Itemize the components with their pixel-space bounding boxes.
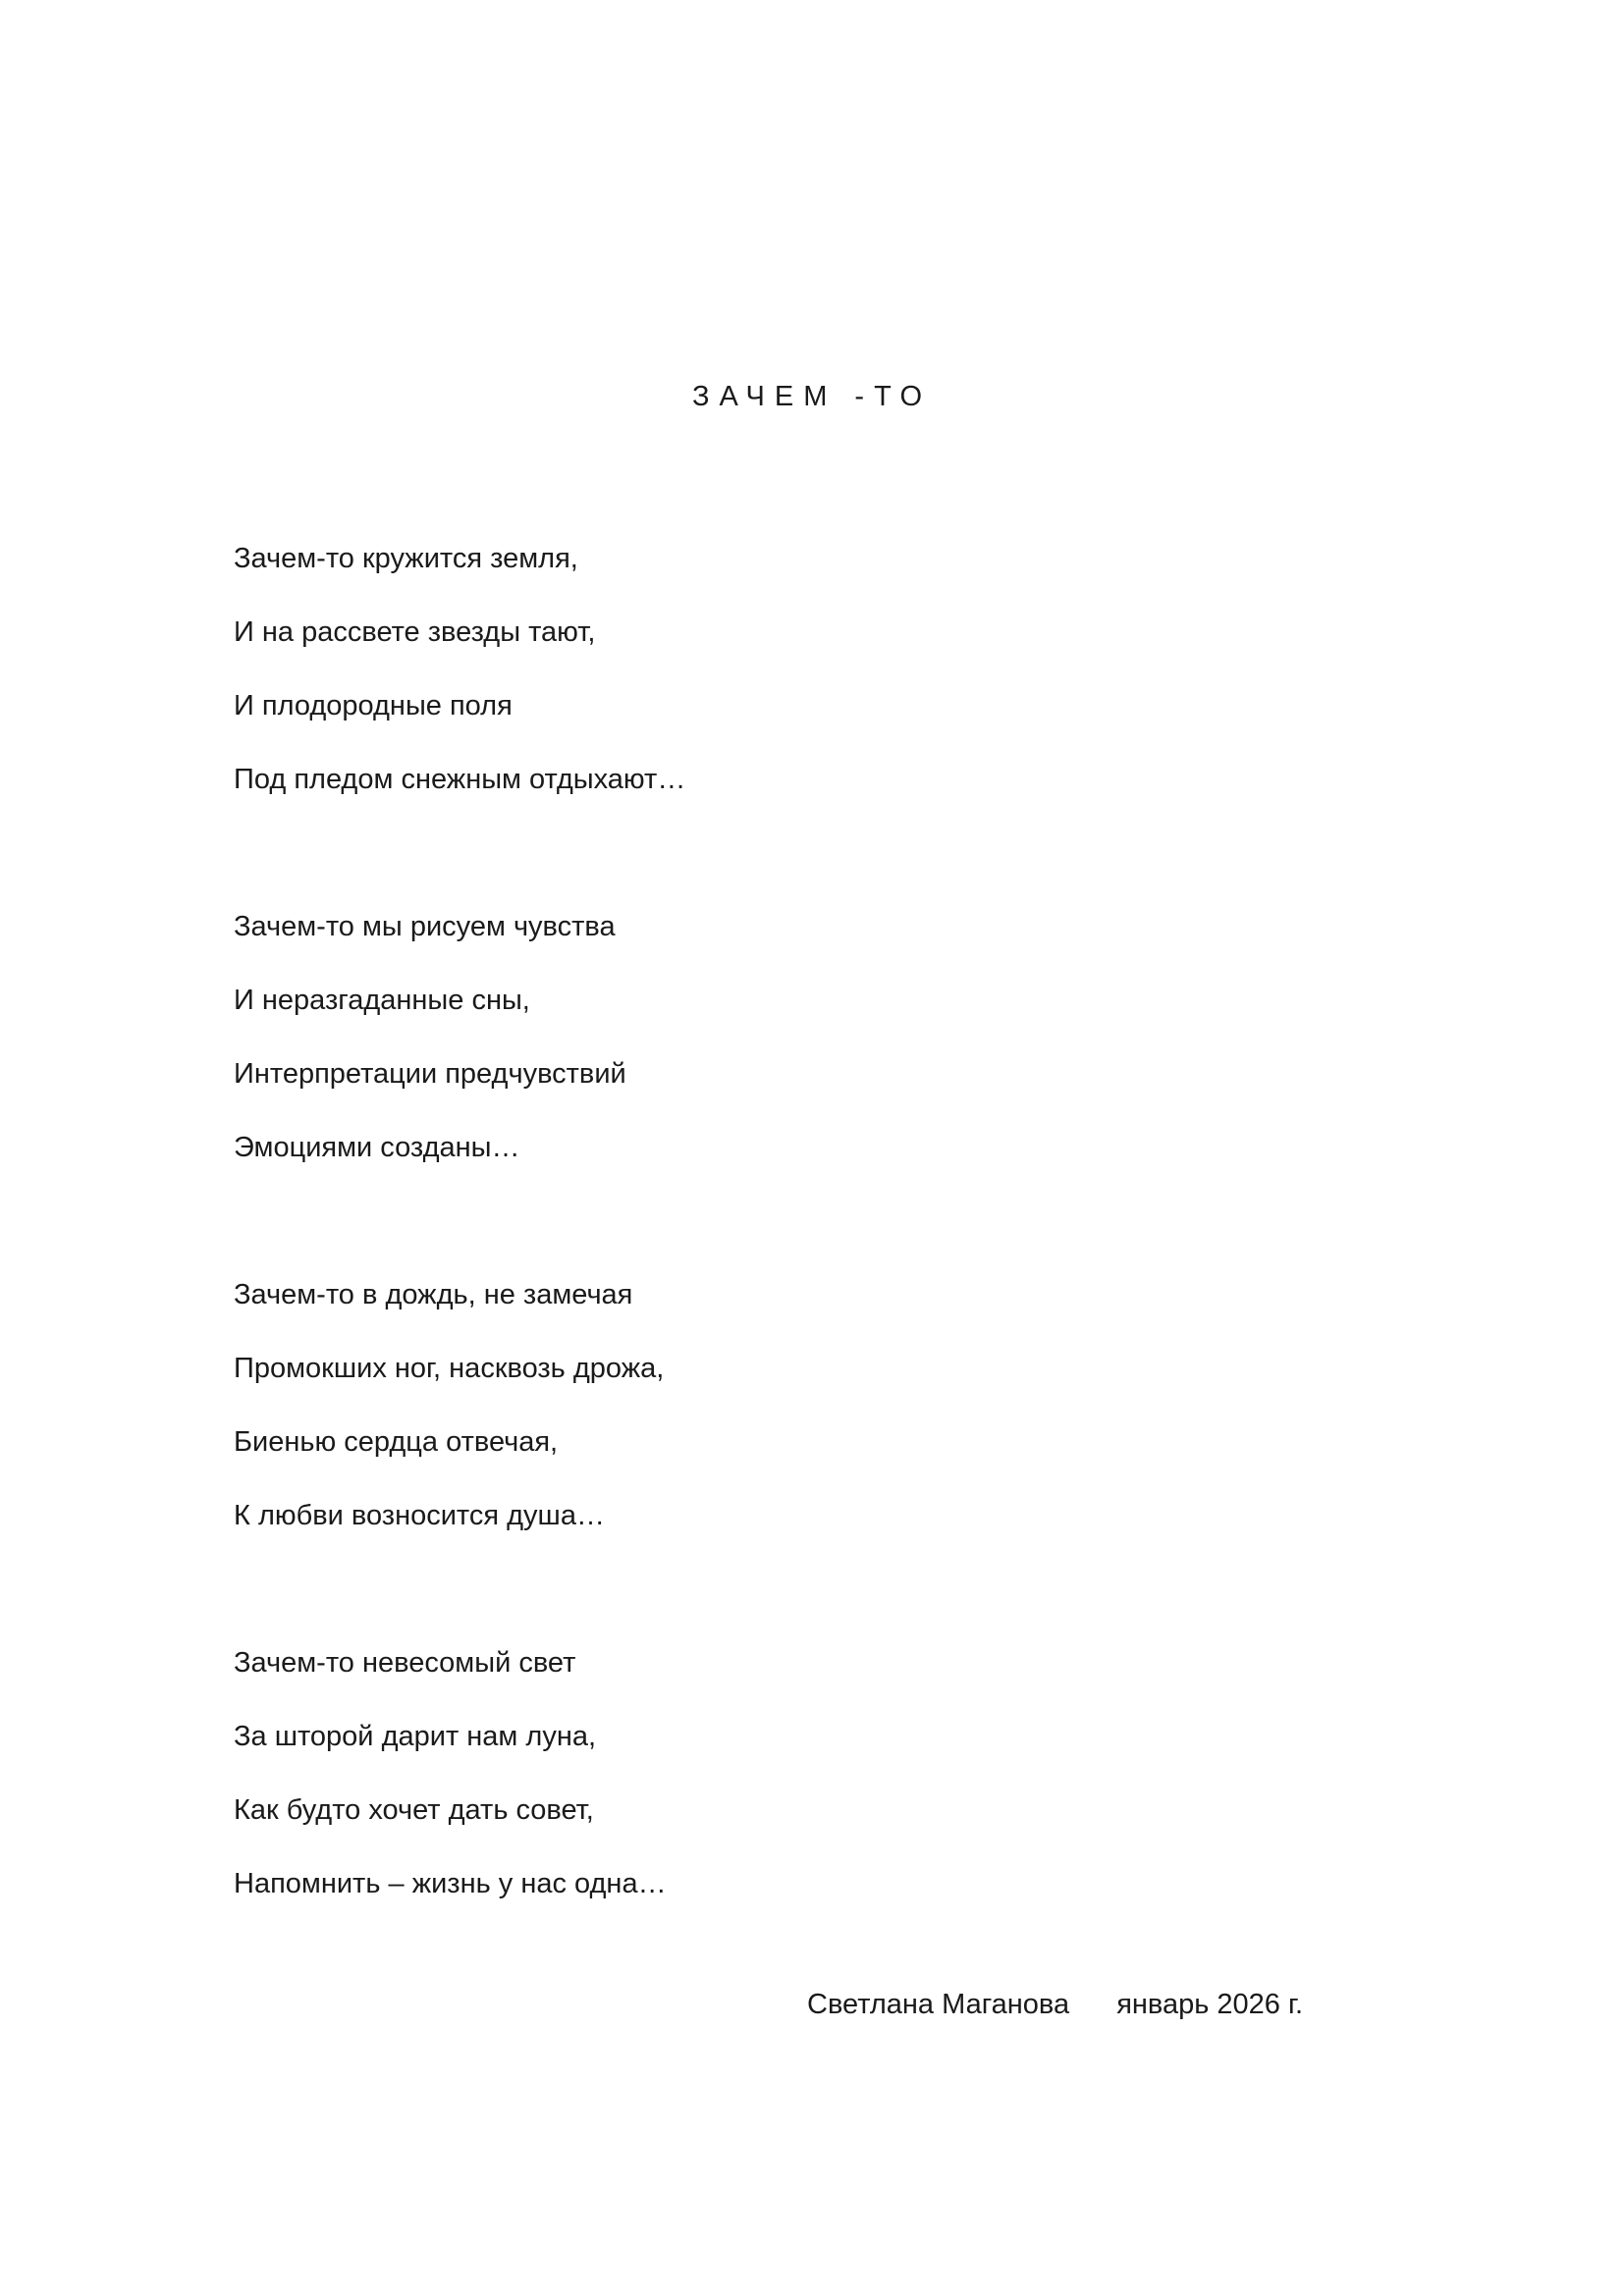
signature bbox=[807, 1985, 1303, 2024]
poem-line: Эмоциями созданы… bbox=[234, 1132, 520, 1163]
poem-line: Как будто хочет дать совет, bbox=[234, 1794, 594, 1826]
poem-title: ЗАЧЕМ -ТО bbox=[691, 381, 933, 412]
poem-line: Биенью сердца отвечая, bbox=[234, 1426, 559, 1458]
stanza bbox=[234, 890, 685, 1185]
date: январь 2026 г. bbox=[1116, 1989, 1304, 2020]
stanza bbox=[234, 1627, 685, 1921]
poem-line: Напомнить – жизнь у нас одна… bbox=[234, 1868, 667, 1899]
poem-line: Под пледом снежным отдыхают… bbox=[234, 764, 686, 795]
author-name: Светлана Маганова bbox=[807, 1989, 1070, 2020]
poem-line: И плодородные поля bbox=[234, 690, 513, 721]
poem-line: Зачем-то в дождь, не замечая bbox=[234, 1279, 633, 1310]
stanza bbox=[234, 522, 685, 817]
poem-line: Промокших ног, насквозь дрожа, bbox=[234, 1353, 665, 1384]
stanza bbox=[234, 1258, 685, 1553]
poem-line: И на рассвете звезды тают, bbox=[234, 616, 596, 648]
poem-line: Зачем-то невесомый свет bbox=[234, 1647, 576, 1679]
poem-line: И неразгаданные сны, bbox=[234, 985, 530, 1016]
poem-line: Зачем-то кружится земля, bbox=[234, 543, 578, 574]
poem-line: Зачем-то мы рисуем чувства bbox=[234, 911, 616, 942]
poem-line: За шторой дарит нам луна, bbox=[234, 1721, 597, 1752]
poem-line: К любви возносится душа… bbox=[234, 1500, 605, 1531]
poem-line: Интерпретации предчувствий bbox=[234, 1058, 626, 1090]
poem-body bbox=[234, 522, 685, 1995]
